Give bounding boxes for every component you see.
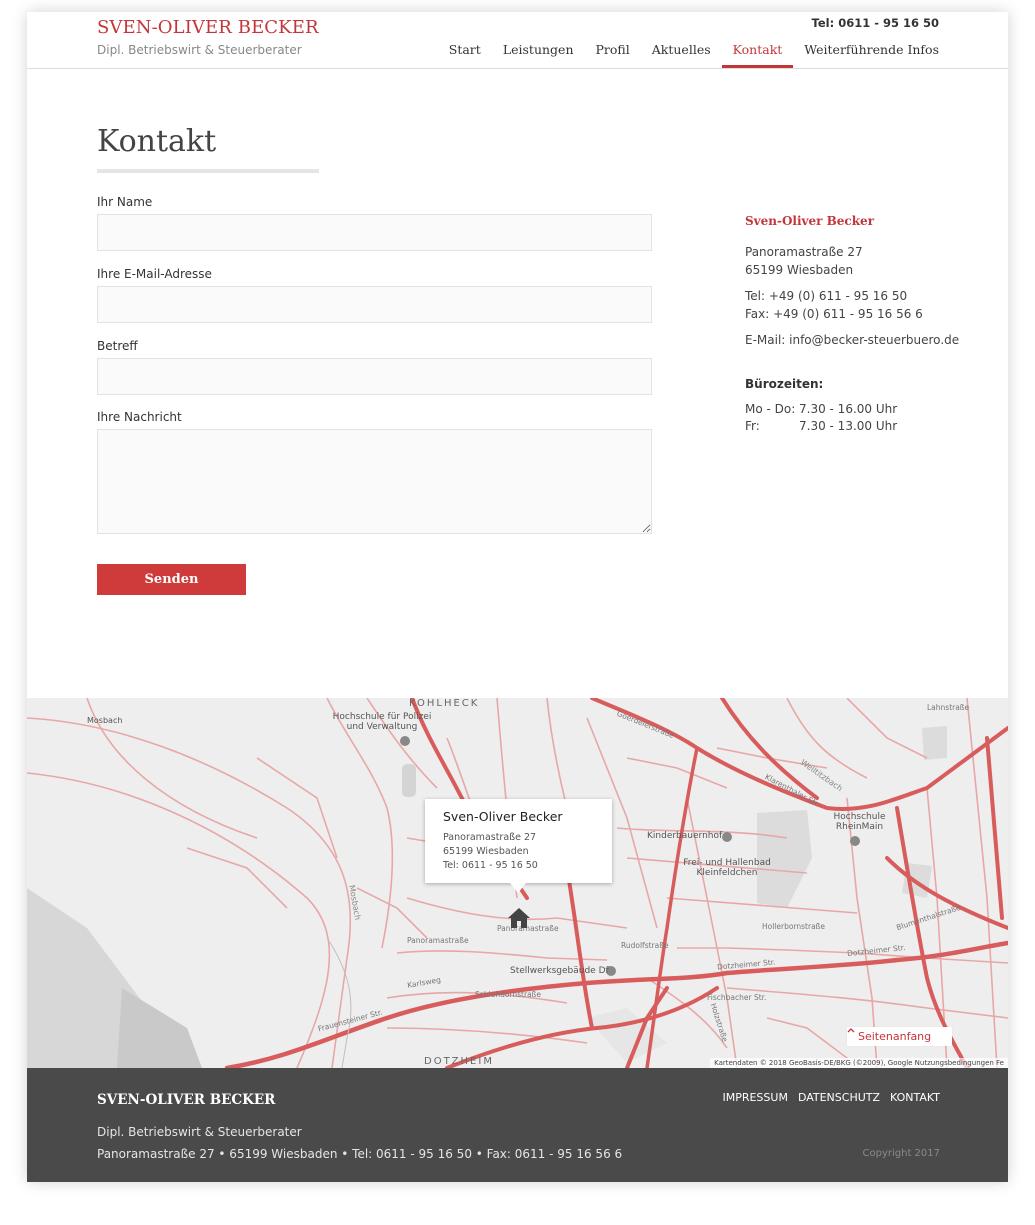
main-nav <box>438 41 950 68</box>
map-label-welltitzbach: Welltitzbach <box>798 757 845 794</box>
map-label-freibad: Frei- und Hallenbad Kleinfeldchen <box>683 858 771 878</box>
brand-subtitle: Dipl. Betriebswirt & Steuerberater <box>97 43 302 57</box>
street-label: Klarenthaler Str. <box>763 772 822 809</box>
nav-item-profil[interactable]: Profil <box>595 42 630 57</box>
site-header <box>27 12 1008 69</box>
send-button[interactable]: Senden <box>97 564 246 595</box>
nav-item-start[interactable]: Start <box>448 42 481 57</box>
info-window-street: Panoramastraße 27 <box>443 832 537 843</box>
contact-fax: Fax: +49 (0) 611 - 95 16 56 6 <box>745 307 923 321</box>
back-to-top-button[interactable] <box>847 1027 952 1046</box>
contact-street: Panoramastraße 27 <box>745 245 863 259</box>
nav-item-weiterfuehrende-infos[interactable]: Weiterführende Infos <box>804 42 939 57</box>
footer-address: Panoramastraße 27 • 65199 Wiesbaden • Tel: 0611 - 95 16 50 • Fax: 0611 - 95 16 56 6 <box>97 1147 623 1161</box>
street-label: Rudolfstraße <box>621 941 669 950</box>
footer-link-kontakt[interactable]: KONTAKT <box>890 1091 940 1104</box>
map-label-hochschule-rheinmain: Hochschule RheinMain <box>833 812 886 832</box>
nav-item-aktuelles[interactable]: Aktuelles <box>651 42 711 57</box>
map-label-stellwerk: Stellwerksgebäude Df <box>510 966 609 976</box>
office-hours-day: Fr: <box>745 419 760 433</box>
email-label: Ihre E-Mail-Adresse <box>97 267 212 281</box>
nav-item-kontakt[interactable]: Kontakt <box>722 41 794 68</box>
street-label: Blumenthalstraße <box>895 902 962 933</box>
contact-name: Sven-Oliver Becker <box>745 214 875 228</box>
info-window-tel: Tel: 0611 - 95 16 50 <box>443 860 538 871</box>
street-label: Goerdelerstraße <box>615 708 676 741</box>
footer-links <box>722 1091 940 1104</box>
street-label: Dotzheimer Str. <box>716 957 776 972</box>
map-label-mosbach-creek: Mosbach <box>347 884 363 921</box>
map[interactable] <box>27 698 1008 1068</box>
street-label: Schlehdornstraße <box>475 990 542 999</box>
title-underline <box>97 169 319 173</box>
name-input[interactable] <box>97 214 652 251</box>
copyright: Copyright 2017 <box>862 1148 940 1159</box>
message-label: Ihre Nachricht <box>97 410 182 424</box>
map-label-hochschule-polizei: Hochschule für Polizei und Verwaltung <box>332 712 432 732</box>
office-hours-title: Bürozeiten: <box>745 377 824 391</box>
subject-input[interactable] <box>97 358 652 395</box>
office-hours-row <box>745 401 985 418</box>
map-info-window <box>425 799 612 883</box>
map-label-mosbach: Mosbach <box>87 716 123 725</box>
footer-link-impressum[interactable]: IMPRESSUM <box>722 1091 788 1104</box>
street-label: Lahnstraße <box>927 703 970 712</box>
street-label: Fischbacher Str. <box>707 993 767 1002</box>
site-footer <box>27 1068 1008 1182</box>
office-hours-time: 7.30 - 13.00 Uhr <box>799 419 898 433</box>
info-window-title: Sven-Oliver Becker <box>443 809 563 824</box>
contact-info <box>745 212 985 435</box>
map-label-kinderbauernhof: Kinderbauernhof <box>647 831 723 841</box>
map-label-dotzheim: DOTZHEIM <box>424 1056 494 1067</box>
page-title: Kontakt <box>97 124 217 159</box>
subject-label: Betreff <box>97 339 138 353</box>
street-label: Frauensteiner Str. <box>316 1007 384 1034</box>
page <box>27 12 1008 1182</box>
back-to-top-label: Seitenanfang <box>858 1030 932 1043</box>
street-label: Hollerbornstraße <box>762 922 826 931</box>
message-textarea[interactable] <box>97 429 652 534</box>
header-phone[interactable]: Tel: 0611 - 95 16 50 <box>811 16 939 30</box>
brand-name[interactable]: SVEN-OLIVER BECKER <box>97 17 319 38</box>
street-label: Panoramastraße <box>407 936 469 945</box>
map-attribution: Kartendaten © 2018 GeoBasis-DE/BKG (©2009), Google Nutzungsbedingungen Fe <box>710 1058 1008 1068</box>
street-label: Holzstraße <box>708 1002 730 1043</box>
map-label-kohlheck: KOHLHECK <box>409 698 480 709</box>
name-label: Ihr Name <box>97 195 153 209</box>
office-hours-day: Mo - Do: <box>745 402 796 416</box>
footer-brand-name: SVEN-OLIVER BECKER <box>97 1092 276 1108</box>
footer-subtitle: Dipl. Betriebswirt & Steuerberater <box>97 1125 302 1139</box>
contact-tel[interactable]: Tel: +49 (0) 611 - 95 16 50 <box>745 289 908 303</box>
contact-email[interactable]: E-Mail: info@becker-steuerbuero.de <box>745 333 960 347</box>
info-window-city: 65199 Wiesbaden <box>443 846 529 857</box>
contact-city: 65199 Wiesbaden <box>745 263 854 277</box>
nav-item-leistungen[interactable]: Leistungen <box>502 42 574 57</box>
street-label: Dotzheimer Str. <box>846 942 906 959</box>
street-label: Karlsweg <box>406 975 442 990</box>
footer-link-datenschutz[interactable]: DATENSCHUTZ <box>797 1091 881 1104</box>
home-marker-icon[interactable] <box>507 906 531 930</box>
email-input[interactable] <box>97 286 652 323</box>
street-label: Panoramastraße <box>497 924 559 933</box>
office-hours-time: 7.30 - 16.00 Uhr <box>799 402 898 416</box>
office-hours-row <box>745 418 985 435</box>
